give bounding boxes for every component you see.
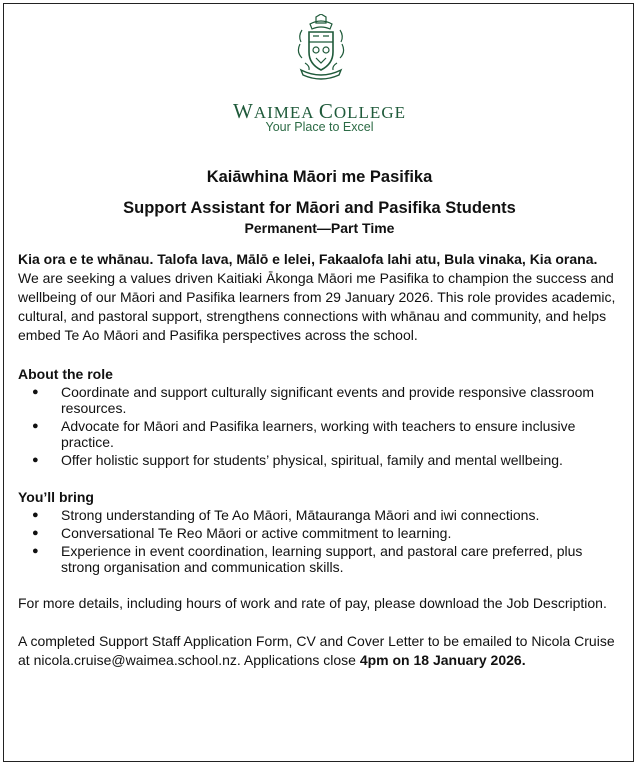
apply-paragraph — [18, 632, 624, 670]
intro-paragraph: We are seeking a values driven Kaitiaki Ākonga Māori me Pasifika to champion the success and wellbeing of our Māori and Pasifika learners from 29 January 2026. This role provides academic, cultural, and pastoral support, strengthens connections with whānau and community, and helps embed Te Ao Māori and Pasifika perspectives across the school. — [18, 270, 616, 343]
list-item: ● Conversational Te Reo Māori or active commitment to learning. — [18, 525, 624, 541]
advert-body — [18, 250, 624, 670]
you-bring-heading: You’ll bring — [18, 489, 94, 505]
employment-type: Permanent—Part Time — [244, 220, 395, 236]
about-role-list — [18, 384, 624, 468]
list-item: ● Coordinate and support culturally significant events and provide responsive classroom resources. — [18, 384, 624, 416]
you-bring-list — [18, 507, 624, 575]
application-deadline: 4pm on 18 January 2026. — [359, 652, 526, 668]
list-item: ● Experience in event coordination, learning support, and pastoral care preferred, plus strong organisation and communication skills. — [18, 543, 624, 575]
details-paragraph: For more details, including hours of work and rate of pay, please download the Job Description. — [18, 595, 607, 611]
list-item: ● Advocate for Māori and Pasifika learners, working with teachers to ensure inclusive practice. — [18, 418, 624, 450]
english-job-title: Support Assistant for Māori and Pasifika Students — [123, 199, 516, 217]
college-tagline: Your Place to Excel — [265, 120, 374, 134]
greeting: Kia ora e te whānau. Talofa lava, Mālō e lelei, Fakaalofa lahi atu, Bula vinaka, Kia orana. — [18, 251, 598, 267]
maori-job-title: Kaiāwhina Māori me Pasifika — [206, 168, 433, 186]
college-name: WAIMEA COLLEGE — [233, 99, 406, 123]
list-item: ● Strong understanding of Te Ao Māori, Mātauranga Māori and iwi connections. — [18, 507, 624, 523]
school-crest-icon — [296, 14, 346, 82]
list-item: ● Offer holistic support for students’ physical, spiritual, family and mental wellbeing. — [18, 452, 624, 468]
apply-text: A completed Support Staff Application Form, CV and Cover Letter to be emailed to Nicola Cruise at nicola.cruise@waimea.school.nz. Applications close — [18, 633, 615, 668]
about-role-heading: About the role — [18, 366, 113, 382]
